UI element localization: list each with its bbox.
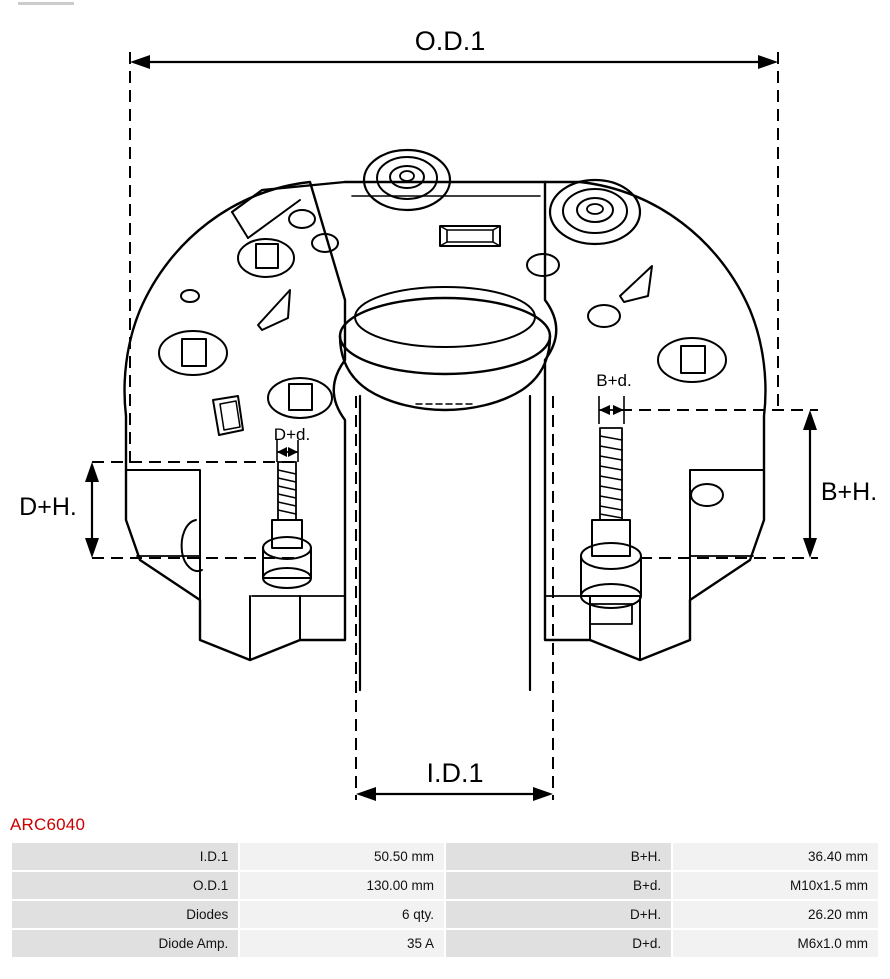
spec-table-body — [12, 843, 878, 957]
dimension-label-bh: B+H. — [820, 478, 878, 506]
table-row — [12, 843, 878, 870]
dimension-label-dd: D+d. — [273, 425, 311, 444]
table-row — [12, 872, 878, 899]
spec-label: D+H. — [446, 901, 671, 928]
spec-label: B+d. — [446, 872, 671, 899]
dimension-label-bd: B+d. — [596, 371, 632, 390]
spec-value: 35 A — [240, 930, 444, 957]
dimension-label-id1: I.D.1 — [426, 758, 484, 788]
spec-label: D+d. — [446, 930, 671, 957]
spec-value: M6x1.0 mm — [673, 930, 878, 957]
spec-value: 36.40 mm — [673, 843, 878, 870]
dimension-label-od1: O.D.1 — [414, 26, 486, 56]
spec-value: 50.50 mm — [240, 843, 444, 870]
table-row — [12, 901, 878, 928]
spec-label: Diodes — [12, 901, 238, 928]
table-row — [12, 930, 878, 957]
spec-value: 26.20 mm — [673, 901, 878, 928]
dimension-label-dh: D+H. — [19, 493, 77, 521]
spec-value: 6 qty. — [240, 901, 444, 928]
spec-label: B+H. — [446, 843, 671, 870]
spec-label: I.D.1 — [12, 843, 238, 870]
spec-label: O.D.1 — [12, 872, 238, 899]
spec-value: M10x1.5 mm — [673, 872, 878, 899]
spec-value: 130.00 mm — [240, 872, 444, 899]
specifications-table — [10, 841, 880, 959]
spec-label: Diode Amp. — [12, 930, 238, 957]
part-number: ARC6040 — [10, 815, 86, 834]
